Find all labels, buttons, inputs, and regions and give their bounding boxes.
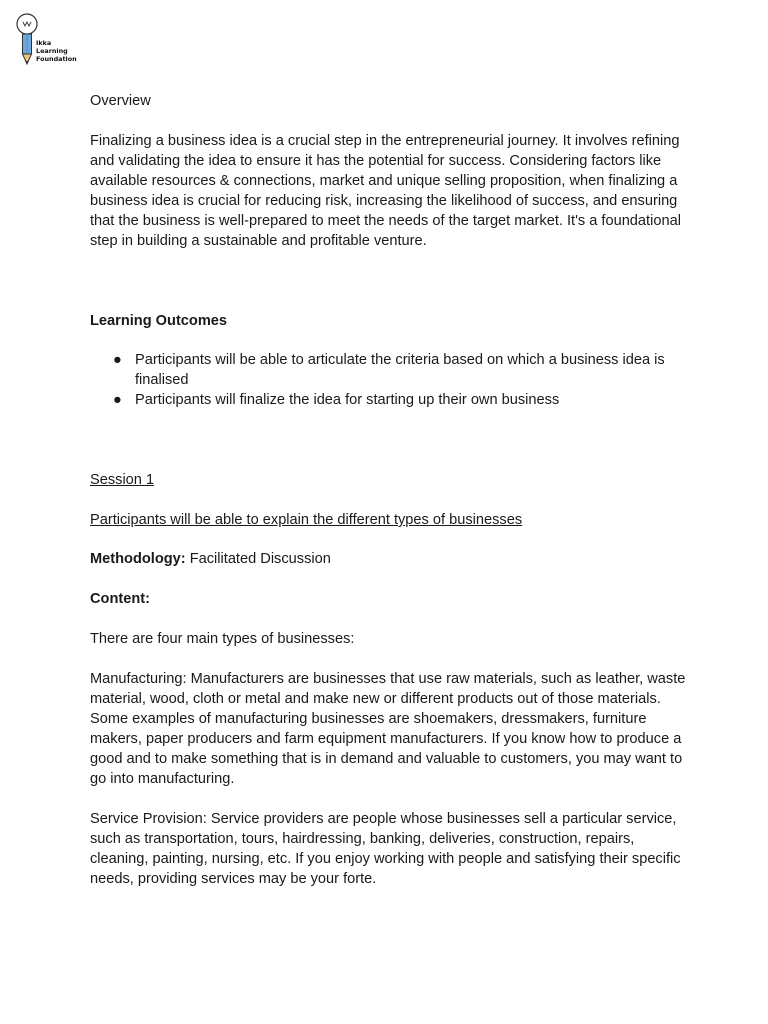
- methodology-value: Facilitated Discussion: [185, 551, 331, 567]
- bullet-icon: ●: [113, 352, 122, 368]
- session-title: Session 1: [90, 472, 155, 488]
- bullet-icon: ●: [113, 392, 122, 408]
- methodology-label: Methodology:: [90, 551, 186, 567]
- manufacturing-paragraph: Manufacturing: Manufacturers are businesses that use raw materials, such as leather, waste material, wood, cloth or metal and make new or different products out of those materials. Some examples of manufacturing businesses are shoemakers, dressmakers, furniture makers, paper producers and farm equipment manufacturers. If you know how to produce a good and to make something that is in demand and valuable to customers, you may want to go into manufacturing.: [90, 671, 686, 787]
- logo-text: Ikka Learning Foundation: [36, 39, 77, 63]
- content-label: Content:: [90, 591, 150, 607]
- overview-heading: Overview: [90, 93, 151, 109]
- learning-outcomes-heading: Learning Outcomes: [90, 313, 228, 329]
- list-item: ● Participants will finalize the idea for starting up their own business: [113, 392, 560, 408]
- list-item: ● Participants will be able to articulate the criteria based on which a business idea is finalised: [113, 352, 665, 388]
- organization-logo: [14, 12, 84, 70]
- document-body: [90, 91, 690, 889]
- overview-paragraph: Finalizing a business idea is a crucial step in the entrepreneurial journey. It involves refining and validating the idea to ensure it has the potential for success. Considering factors like available resources & connections, market and unique selling proposition, when finalizing a business idea is crucial for reducing risk, increasing the likelihood of success, and ensuring that the business is well-prepared to meet the needs of the target market. It's a foundational step in building a sustainable and profitable venture.: [90, 133, 681, 249]
- session-objective: Participants will be able to explain the different types of businesses: [90, 512, 523, 528]
- methodology-line: [90, 549, 690, 569]
- service-paragraph: Service Provision: Service providers are people whose businesses sell a particular service, such as transportation, tours, hairdressing, banking, deliveries, construction, repairs, cleaning, painting, nursing, etc. If you enjoy working with people and satisfying their specific needs, providing services may be your forte.: [90, 811, 681, 887]
- content-intro: There are four main types of businesses:: [90, 631, 355, 647]
- learning-outcomes-list: [90, 350, 690, 410]
